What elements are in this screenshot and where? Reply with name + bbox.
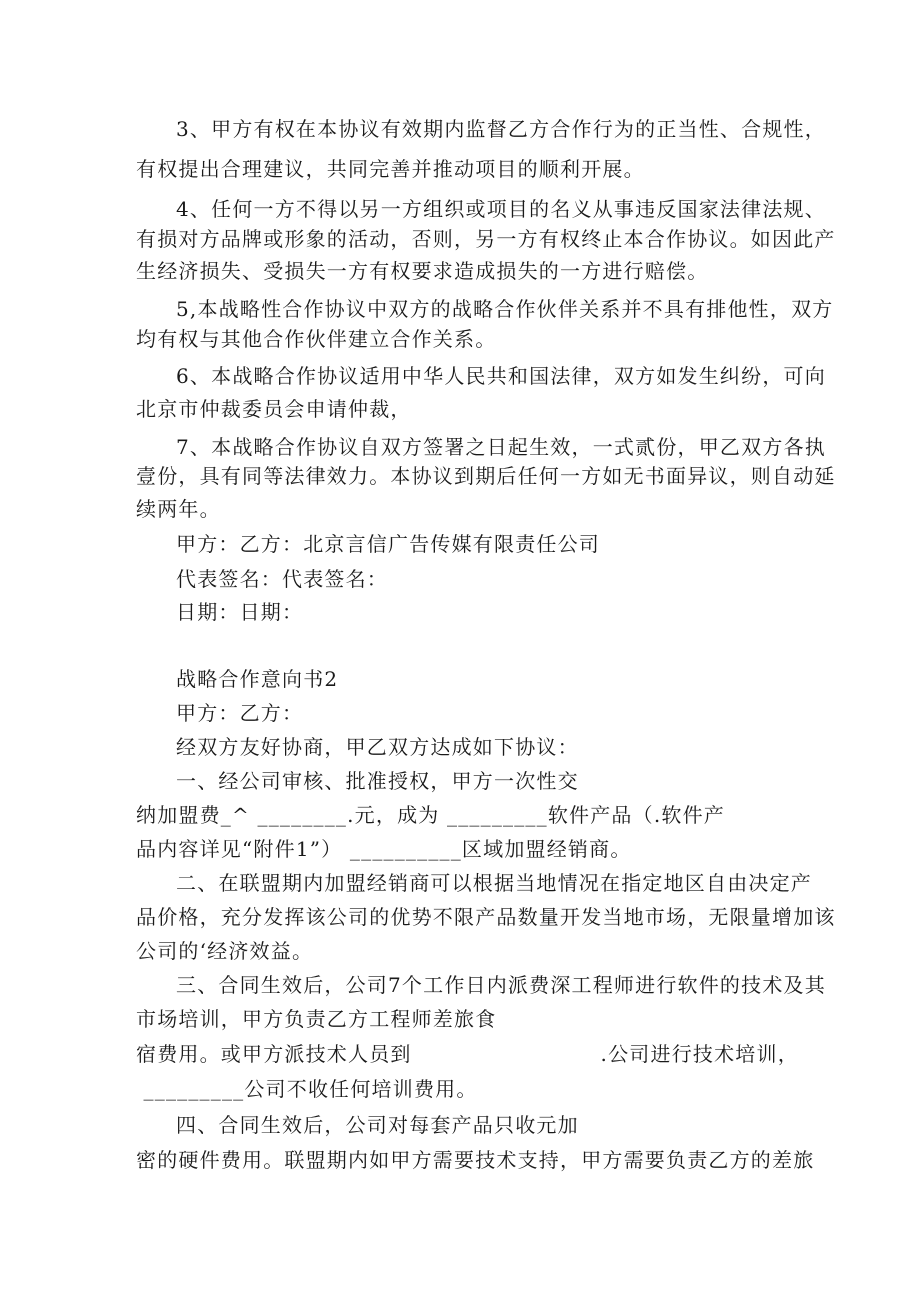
clause-2-line-2: 品价格，充分发挥该公司的优势不限产品数量开发当地市场，无限量增加该 [136, 905, 836, 929]
signature-line: 代表签名：代表签名： [176, 567, 388, 591]
clause-1-line-3: 品内容详见“附件1”） __________区域加盟经销商。 [136, 837, 632, 861]
parties-line: 甲方：乙方： [176, 701, 304, 725]
clause-2-line-1: 二、在联盟期内加盟经销商可以根据当地情况在指定地区自由决定产 [176, 871, 812, 895]
paragraph-6-line-2: 北京市仲裁委员会申请仲裁， [136, 397, 412, 421]
paragraph-4-line-1: 4、任何一方不得以另一方组织或项目的名义从事违反国家法律法规、 [176, 197, 826, 221]
date-line: 日期：日期： [176, 600, 304, 624]
paragraph-6-line-1: 6、本战略合作协议适用中华人民共和国法律，双方如发生纠纷，可向 [176, 364, 826, 388]
paragraph-4-line-2: 有损对方品牌或形象的活动，否则，另一方有权终止本合作协议。如因此产 [136, 227, 836, 251]
clause-3-line-3: 宿费用。或甲方派技术人员到 .公司进行技术培训， [136, 1042, 799, 1066]
clause-4-line-1: 四、合同生效后，公司对每套产品只收元加 [176, 1113, 579, 1137]
clause-4-line-2: 密的硬件费用。联盟期内如甲方需要技术支持，甲方需要负责乙方的差旅 [136, 1148, 815, 1172]
clause-3-line-1: 三、合同生效后，公司7个工作日内派费深工程师进行软件的技术及其 [176, 973, 826, 997]
paragraph-7-line-3: 续两年。 [136, 497, 221, 521]
clause-1-line-2: 纳加盟费_^ ________.元，成为 _________软件产品（.软件产 [136, 803, 725, 827]
party-names-line: 甲方：乙方：北京言信广告传媒有限责任公司 [176, 532, 600, 556]
clause-3-line-2: 市场培训，甲方负责乙方工程师差旅食 [136, 1007, 497, 1031]
intro-line: 经双方友好协商，甲乙双方达成如下协议： [176, 735, 579, 759]
clause-2-line-3: 公司的‘经济效益。 [136, 939, 314, 963]
clause-1-line-1: 一、经公司审核、批准授权，甲方一次性交 [176, 769, 579, 793]
paragraph-3-line-2: 有权提出合理建议，共同完善并推动项目的顺利开展。 [136, 157, 645, 181]
paragraph-5-line-1: 5,本战略性合作协议中双方的战略合作伙伴关系并不具有排他性，双方 [176, 297, 834, 321]
paragraph-3-line-1: 3、甲方有权在本协议有效期内监督乙方合作行为的正当性、合规性， [176, 117, 826, 141]
paragraph-4-line-3: 生经济损失、受损失一方有权要求造成损失的一方进行赔偿。 [136, 259, 709, 283]
section-title: 战略合作意向书2 [176, 667, 339, 691]
paragraph-7-line-2: 壹份，具有同等法律效力。本协议到期后任何一方如无书面异议，则自动延 [136, 464, 836, 488]
clause-3-line-4: _________公司不收任何培训费用。 [136, 1077, 478, 1101]
paragraph-5-line-2: 均有权与其他合作伙伴建立合作关系。 [136, 327, 497, 351]
paragraph-7-line-1: 7、本战略合作协议自双方签署之日起生效，一式贰份，甲乙双方各执 [176, 435, 826, 459]
